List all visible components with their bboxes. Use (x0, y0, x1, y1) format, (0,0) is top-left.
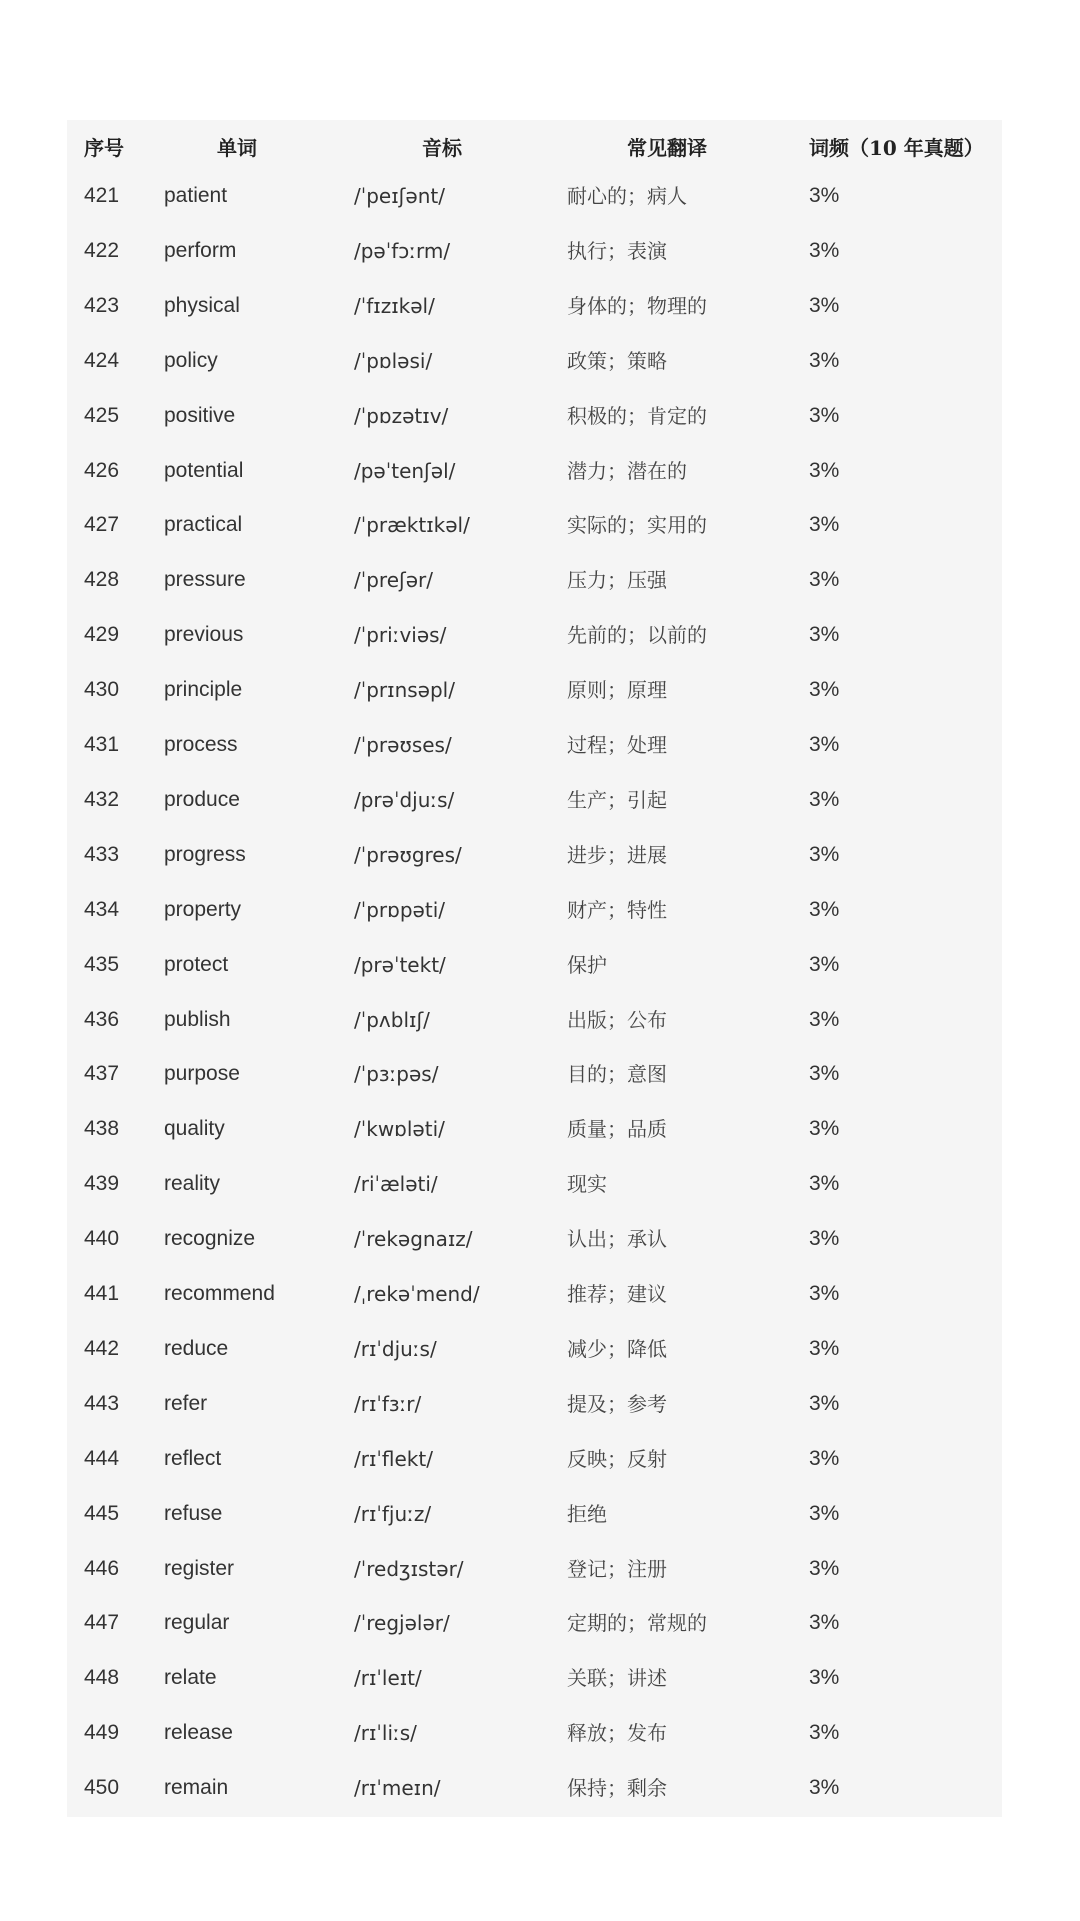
row-index: 423 (84, 293, 120, 317)
row-frequency: 3% (809, 897, 840, 921)
row-phonetic: /rɪˈleɪt/ (354, 1666, 422, 1691)
row-word: principle (164, 678, 243, 702)
row-index: 450 (84, 1776, 120, 1800)
row-frequency: 3% (809, 787, 840, 811)
row-word: refuse (164, 1501, 223, 1525)
row-index: 448 (84, 1666, 120, 1690)
row-translation: 保持；剩余 (567, 1776, 667, 1801)
row-frequency: 3% (809, 238, 840, 262)
table-row (67, 231, 1002, 271)
row-word: property (164, 897, 242, 921)
row-frequency: 3% (809, 842, 840, 866)
row-frequency: 3% (809, 293, 840, 317)
row-word: register (164, 1556, 235, 1580)
row-frequency: 3% (809, 1117, 840, 1141)
table-row (67, 670, 1002, 710)
row-word: positive (164, 403, 236, 427)
table-row (67, 725, 1002, 765)
table-row (67, 890, 1002, 930)
row-translation: 实际的；实用的 (567, 513, 707, 538)
row-translation: 提及；参考 (567, 1391, 667, 1416)
row-phonetic: /ˈpriːviəs/ (354, 623, 447, 648)
row-translation: 减少；降低 (567, 1336, 667, 1361)
row-frequency: 3% (809, 1446, 840, 1470)
row-frequency: 3% (809, 952, 840, 976)
row-word: potential (164, 458, 244, 482)
table-row (67, 1768, 1002, 1808)
row-word: policy (164, 348, 218, 372)
row-phonetic: /rɪˈfjuːz/ (354, 1501, 432, 1526)
table-row (67, 1109, 1002, 1149)
row-index: 421 (84, 184, 120, 207)
table-row (67, 1219, 1002, 1259)
row-frequency: 3% (809, 1776, 840, 1800)
table-row (67, 835, 1002, 875)
row-phonetic: /rɪˈliːs/ (354, 1721, 417, 1746)
row-frequency: 3% (809, 678, 840, 702)
row-phonetic: /ˈpɜːpəs/ (354, 1062, 439, 1087)
row-frequency: 3% (809, 348, 840, 372)
row-translation: 质量；品质 (567, 1117, 667, 1142)
row-frequency: 3% (809, 1611, 840, 1635)
table-row (67, 286, 1002, 326)
row-phonetic: /ˈprɪnsəpl/ (354, 678, 455, 703)
row-index: 426 (84, 458, 120, 482)
row-translation: 目的；意图 (567, 1062, 667, 1087)
row-index: 442 (84, 1336, 120, 1360)
row-word: relate (164, 1666, 217, 1690)
row-word: publish (164, 1007, 231, 1031)
row-frequency: 3% (809, 1336, 840, 1360)
row-phonetic: /ˈprəʊgres/ (354, 842, 462, 867)
table-row (67, 396, 1002, 436)
row-phonetic: /ˈpɒləsi/ (354, 348, 433, 373)
row-translation: 执行；表演 (567, 238, 667, 263)
table-row (67, 1439, 1002, 1479)
row-translation: 关联；讲述 (567, 1666, 667, 1691)
row-phonetic: /ˈpɒzətɪv/ (354, 403, 449, 428)
row-phonetic: /ˈfɪzɪkəl/ (354, 293, 435, 318)
table-row (67, 1658, 1002, 1698)
row-phonetic: /rɪˈflekt/ (354, 1446, 433, 1471)
header-word: 单词 (217, 136, 257, 160)
table-row (67, 1603, 1002, 1643)
row-frequency: 3% (809, 1501, 840, 1525)
row-phonetic: /ˈpreʃər/ (354, 568, 434, 593)
table-row (67, 1054, 1002, 1094)
row-phonetic: /pəˈtenʃəl/ (354, 458, 456, 483)
row-frequency: 3% (809, 184, 840, 207)
row-word: recognize (164, 1227, 256, 1251)
row-word: perform (164, 238, 237, 262)
row-index: 449 (84, 1721, 120, 1745)
row-frequency: 3% (809, 1666, 840, 1690)
table-row (67, 1164, 1002, 1204)
row-index: 443 (84, 1391, 120, 1415)
row-phonetic: /ˌrekəˈmend/ (354, 1282, 480, 1306)
row-translation: 先前的；以前的 (567, 623, 707, 648)
row-translation: 进步；进展 (567, 842, 667, 867)
row-index: 447 (84, 1611, 120, 1635)
row-index: 424 (84, 348, 120, 372)
table-row (67, 451, 1002, 491)
row-phonetic: /riˈæləti/ (354, 1172, 438, 1197)
row-index: 434 (84, 897, 120, 921)
row-translation: 积极的；肯定的 (567, 403, 707, 428)
vocab-table (67, 120, 1002, 1817)
row-translation: 出版；公布 (567, 1007, 667, 1032)
row-frequency: 3% (809, 1172, 840, 1196)
table-row (67, 1000, 1002, 1040)
row-index: 446 (84, 1556, 120, 1580)
row-phonetic: /ˈprəʊses/ (354, 733, 452, 757)
row-index: 438 (84, 1117, 120, 1141)
row-index: 435 (84, 952, 120, 976)
row-word: purpose (164, 1062, 240, 1086)
row-phonetic: /ˈpʌblɪʃ/ (354, 1007, 430, 1032)
row-frequency: 3% (809, 568, 840, 592)
row-word: reflect (164, 1446, 222, 1470)
row-index: 439 (84, 1172, 120, 1196)
row-phonetic: /ˈprɒpəti/ (354, 897, 445, 922)
row-index: 432 (84, 787, 120, 811)
row-word: previous (164, 623, 244, 647)
row-index: 440 (84, 1227, 120, 1251)
header-translation: 常见翻译 (627, 136, 707, 160)
table-row (67, 1494, 1002, 1534)
row-translation: 潜力；潜在的 (567, 458, 687, 483)
table-row (67, 1549, 1002, 1589)
row-frequency: 3% (809, 1391, 840, 1415)
table-row (67, 505, 1002, 545)
row-phonetic: /rɪˈmeɪn/ (354, 1776, 441, 1801)
row-translation: 释放；发布 (567, 1721, 667, 1746)
row-phonetic: /rɪˈfɜːr/ (354, 1391, 422, 1416)
row-frequency: 3% (809, 1721, 840, 1745)
header-index: 序号 (84, 136, 124, 160)
row-translation: 压力；压强 (567, 568, 667, 593)
row-translation: 现实 (567, 1172, 607, 1197)
row-word: refer (164, 1391, 208, 1415)
table-row (67, 1384, 1002, 1424)
row-word: patient (164, 184, 228, 207)
row-index: 441 (84, 1282, 120, 1305)
row-frequency: 3% (809, 458, 840, 482)
row-word: progress (164, 842, 246, 866)
row-translation: 保护 (567, 952, 607, 977)
row-word: protect (164, 952, 229, 976)
table-row (67, 780, 1002, 820)
row-frequency: 3% (809, 513, 840, 537)
row-index: 445 (84, 1501, 120, 1525)
row-word: reduce (164, 1336, 229, 1360)
row-index: 425 (84, 403, 120, 427)
row-index: 430 (84, 678, 120, 702)
row-translation: 推荐；建议 (567, 1282, 667, 1306)
row-phonetic: /rɪˈdjuːs/ (354, 1336, 437, 1361)
row-index: 429 (84, 623, 120, 647)
row-translation: 原则；原理 (567, 678, 667, 703)
header-phonetic: 音标 (422, 136, 462, 160)
table-row (67, 1713, 1002, 1753)
row-index: 433 (84, 842, 120, 866)
row-word: produce (164, 787, 240, 811)
row-word: process (164, 733, 238, 756)
row-index: 436 (84, 1007, 120, 1031)
table-header-row (67, 128, 1002, 168)
row-index: 437 (84, 1062, 120, 1086)
row-phonetic: /ˈkwɒləti/ (354, 1117, 445, 1142)
row-phonetic: /prəˈdjuːs/ (354, 787, 455, 812)
table-row (67, 1274, 1002, 1314)
row-frequency: 3% (809, 1227, 840, 1251)
row-phonetic: /pəˈfɔːrm/ (354, 238, 451, 263)
header-frequency: 词频（10 年真题） (809, 136, 984, 160)
row-phonetic: /ˈredʒɪstər/ (354, 1556, 464, 1581)
table-row (67, 615, 1002, 655)
row-phonetic: /ˈpeɪʃənt/ (354, 184, 445, 208)
row-word: recommend (164, 1282, 275, 1305)
row-index: 427 (84, 513, 120, 537)
row-phonetic: /ˈrekəgnaɪz/ (354, 1227, 473, 1252)
row-translation: 定期的；常规的 (567, 1611, 707, 1636)
row-translation: 政策；策略 (567, 348, 667, 373)
row-word: release (164, 1721, 233, 1745)
row-phonetic: /prəˈtekt/ (354, 952, 446, 977)
row-word: regular (164, 1611, 230, 1635)
row-frequency: 3% (809, 1007, 840, 1031)
row-translation: 财产；特性 (567, 897, 667, 922)
table-row (67, 341, 1002, 381)
row-frequency: 3% (809, 623, 840, 647)
row-word: physical (164, 293, 240, 317)
row-frequency: 3% (809, 1556, 840, 1580)
row-index: 431 (84, 733, 120, 756)
row-word: reality (164, 1172, 221, 1196)
row-translation: 过程；处理 (567, 733, 667, 757)
row-word: pressure (164, 568, 246, 592)
row-frequency: 3% (809, 1062, 840, 1086)
row-translation: 反映；反射 (567, 1446, 667, 1471)
row-frequency: 3% (809, 403, 840, 427)
row-word: practical (164, 513, 243, 537)
row-translation: 拒绝 (567, 1501, 607, 1526)
row-phonetic: /ˈpræktɪkəl/ (354, 513, 470, 538)
row-translation: 登记；注册 (567, 1556, 667, 1581)
table-row (67, 945, 1002, 985)
row-word: quality (164, 1117, 225, 1141)
row-word: remain (164, 1776, 229, 1800)
row-translation: 身体的；物理的 (567, 293, 707, 318)
row-phonetic: /ˈregjələr/ (354, 1611, 450, 1636)
row-frequency: 3% (809, 1282, 840, 1305)
row-translation: 耐心的；病人 (567, 184, 687, 208)
table-row (67, 176, 1002, 216)
row-index: 444 (84, 1446, 120, 1470)
row-frequency: 3% (809, 733, 840, 756)
row-translation: 生产；引起 (567, 787, 667, 812)
table-row (67, 560, 1002, 600)
table-row (67, 1329, 1002, 1369)
row-index: 422 (84, 238, 120, 262)
row-translation: 认出；承认 (567, 1227, 667, 1252)
row-index: 428 (84, 568, 120, 592)
